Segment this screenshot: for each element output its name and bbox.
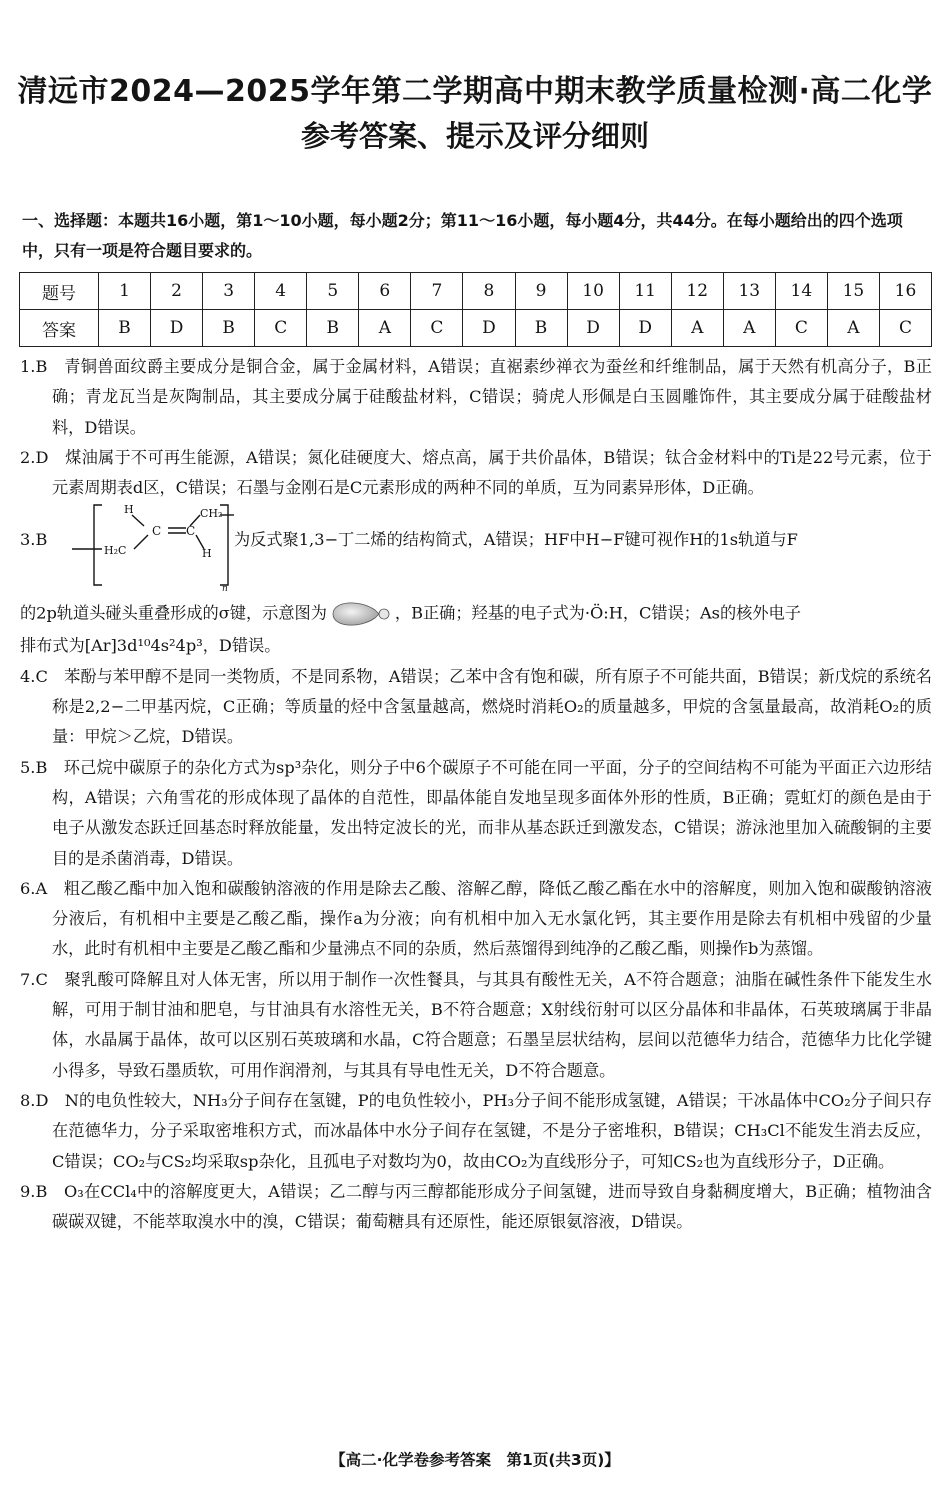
table-cell: C [775, 310, 827, 347]
explanation-q2: 2.D 煤油属于不可再生能源，A错误；氮化硅硬度大、熔点高，属于共价晶体，B错误；钛合金材料中的Ti是22号元素，位于元素周期表d区，C错误；石墨与金刚石是C元素形成的两种不同的单质，互为同素异形体，D正确。 [20, 447, 932, 498]
explanation-q3-line1 [20, 503, 932, 593]
table-cell: 2 [151, 273, 203, 310]
table-cell: B [307, 310, 359, 347]
explanations [20, 352, 932, 1237]
page-subtitle: 参考答案、提示及评分细则 [300, 119, 649, 153]
table-cell: A [671, 310, 723, 347]
struct-h-bottom: H [202, 547, 212, 561]
explanation-q5: 5.B 环己烷中碳原子的杂化方式为sp³杂化，则分子中6个碳原子不可能在同一平面，分子的空间结构不可能为平面正六边形结构，A错误；六角雪花的形成体现了晶体的自范性，即晶体能自发地呈现多面体外形的性质，B正确；霓虹灯的颜色是由于电子从激发态跃迁回基态时释放能量，发出特定波长的光，而非从基态跃迁到激发态，C错误；游泳池里加入硫酸铜的主要目的是杀菌消毒，D错误。 [20, 757, 932, 868]
explanation-q9: 9.B O₃在CCl₄中的溶解度更大，A错误；乙二醇与丙三醇都能形成分子间氢键，进而导致自身黏稠度增大，B正确；植物油含碳碳双键，不能萃取溴水中的溴，C错误；葡萄糖具有还原性，能还原银氨溶液，D错误。 [20, 1181, 932, 1232]
explanation-q7: 7.C 聚乳酸可降解且对人体无害，所以用于制作一次性餐具，与其具有酸性无关，A不符合题意；油脂在碱性条件下能发生水解，可用于制甘油和肥皂，与甘油具有水溶性无关，B不符合题意；X射线衍射可以区分晶体和非晶体，石英玻璃属于非晶体，水晶属于晶体，故可以区别石英玻璃和水晶，C符合题意；石墨呈层状结构，层间以范德华力结合，范德华力比化学键小得多，导致石墨质软，可用作润滑剂，与其具有导电性无关，D不符合题意。 [20, 969, 932, 1080]
table-cell: D [619, 310, 671, 347]
table-cell: A [827, 310, 879, 347]
q3-number: 3.B [20, 530, 48, 550]
table-cell: B [99, 310, 151, 347]
q3-text-a: 为反式聚1,3−丁二烯的结构简式，A错误；HF中H−F键可视作H的1s轨道与F [234, 530, 798, 550]
table-cell: C [255, 310, 307, 347]
explanation-q3-line2 [20, 597, 932, 631]
q3-text-b2: ，B正确；羟基的电子式为·Ö:H，C错误；As的核外电子 [394, 603, 801, 623]
struct-c-right: C [186, 524, 196, 539]
struct-c-left: C [152, 524, 162, 539]
table-cell: B [515, 310, 567, 347]
table-cell: C [411, 310, 463, 347]
table-cell: 14 [775, 273, 827, 310]
section-intro: 一、选择题：本题共16小题，第1～10小题，每小题2分；第11～16小题，每小题4分，共44分。在每小题给出的四个选项中，只有一项是符合题目要求的。 [22, 211, 903, 260]
table-cell: 10 [567, 273, 619, 310]
table-cell: 5 [307, 273, 359, 310]
table-cell: 12 [671, 273, 723, 310]
struct-subscript-n: n [222, 584, 228, 594]
table-cell: 15 [827, 273, 879, 310]
struct-h-top: H [124, 503, 134, 517]
page-title: 清远市2024—2025学年第二学期高中期末教学质量检测·高二化学 [17, 74, 933, 109]
table-cell: D [151, 310, 203, 347]
struct-h2c-bottom: H₂C [104, 544, 127, 558]
table-cell: 9 [515, 273, 567, 310]
polybutadiene-structure-diagram [72, 497, 234, 593]
table-cell: 4 [255, 273, 307, 310]
table-cell: 1 [99, 273, 151, 310]
table-cell: 7 [411, 273, 463, 310]
table-cell: D [567, 310, 619, 347]
page-footer: 【高二·化学卷参考答案 第1页(共3页)】 [330, 1451, 620, 1469]
explanation-q8: 8.D N的电负性较大，NH₃分子间存在氢键，P的电负性较小，PH₃分子间不能形成氢键，A错误；干冰晶体中CO₂分子间只存在范德华力，分子采取密堆积方式，而冰晶体中水分子间存在氢键，不是分子密堆积，B错误；CH₃Cl不能发生消去反应，C错误；CO₂与CS₂均采取sp杂化，且孤电子对数均为0，故由CO₂为直线形分子，可知CS₂也为直线形分子，D正确。 [20, 1090, 932, 1171]
table-cell: C [879, 310, 931, 347]
table-cell: 6 [359, 273, 411, 310]
table-cell: 11 [619, 273, 671, 310]
table-cell: 8 [463, 273, 515, 310]
row-label-answer: 答案 [20, 310, 99, 347]
answer-table [19, 272, 932, 347]
explanation-q4: 4.C 苯酚与苯甲醇不是同一类物质，不是同系物，A错误；乙苯中含有饱和碳，所有原子不可能共面，B错误；新戊烷的系统名称是2,2−二甲基丙烷，C正确；等质量的烃中含氢量越高，燃烧时消耗O₂的质量越多，甲烷的含氢量最高，故消耗O₂的质量：甲烷＞乙烷，D错误。 [20, 666, 932, 747]
struct-ch2-top: CH₂ [200, 507, 223, 521]
explanation-q3-line3: 排布式为[Ar]3d¹⁰4s²4p³，D错误。 [20, 636, 281, 656]
table-cell: A [359, 310, 411, 347]
table-cell: B [203, 310, 255, 347]
table-cell: 16 [879, 273, 931, 310]
q3-text-b1: 的2p轨道头碰头重叠形成的σ键，示意图为 [20, 603, 327, 623]
table-cell: 13 [723, 273, 775, 310]
table-cell: D [463, 310, 515, 347]
table-cell: A [723, 310, 775, 347]
explanation-q1: 1.B 青铜兽面纹爵主要成分是铜合金，属于金属材料，A错误；直裾素纱禅衣为蚕丝和纤维制品，属于天然有机高分子，B正确；青龙瓦当是灰陶制品，其主要成分属于硅酸盐材料，C错误；骑虎人形佩是白玉圆雕饰件，其主要成分属于硅酸盐材料，D错误。 [20, 357, 932, 437]
table-row-numbers [20, 273, 932, 310]
table-cell: 3 [203, 273, 255, 310]
explanation-q6: 6.A 粗乙酸乙酯中加入饱和碳酸钠溶液的作用是除去乙酸、溶解乙醇，降低乙酸乙酯在水中的溶解度，则加入饱和碳酸钠溶液分液后，有机相中主要是乙酸乙酯，操作a为分液；向有机相中加入无水氯化钙，其主要作用是除去有机相中残留的少量水，此时有机相中主要是乙酸乙酯和少量沸点不同的杂质，然后蒸馏得到纯净的乙酸乙酯，则操作b为蒸馏。 [20, 878, 932, 959]
sigma-bond-orbital-diagram [329, 597, 393, 631]
row-label-question: 题号 [20, 273, 99, 310]
table-row-answers [20, 310, 932, 347]
